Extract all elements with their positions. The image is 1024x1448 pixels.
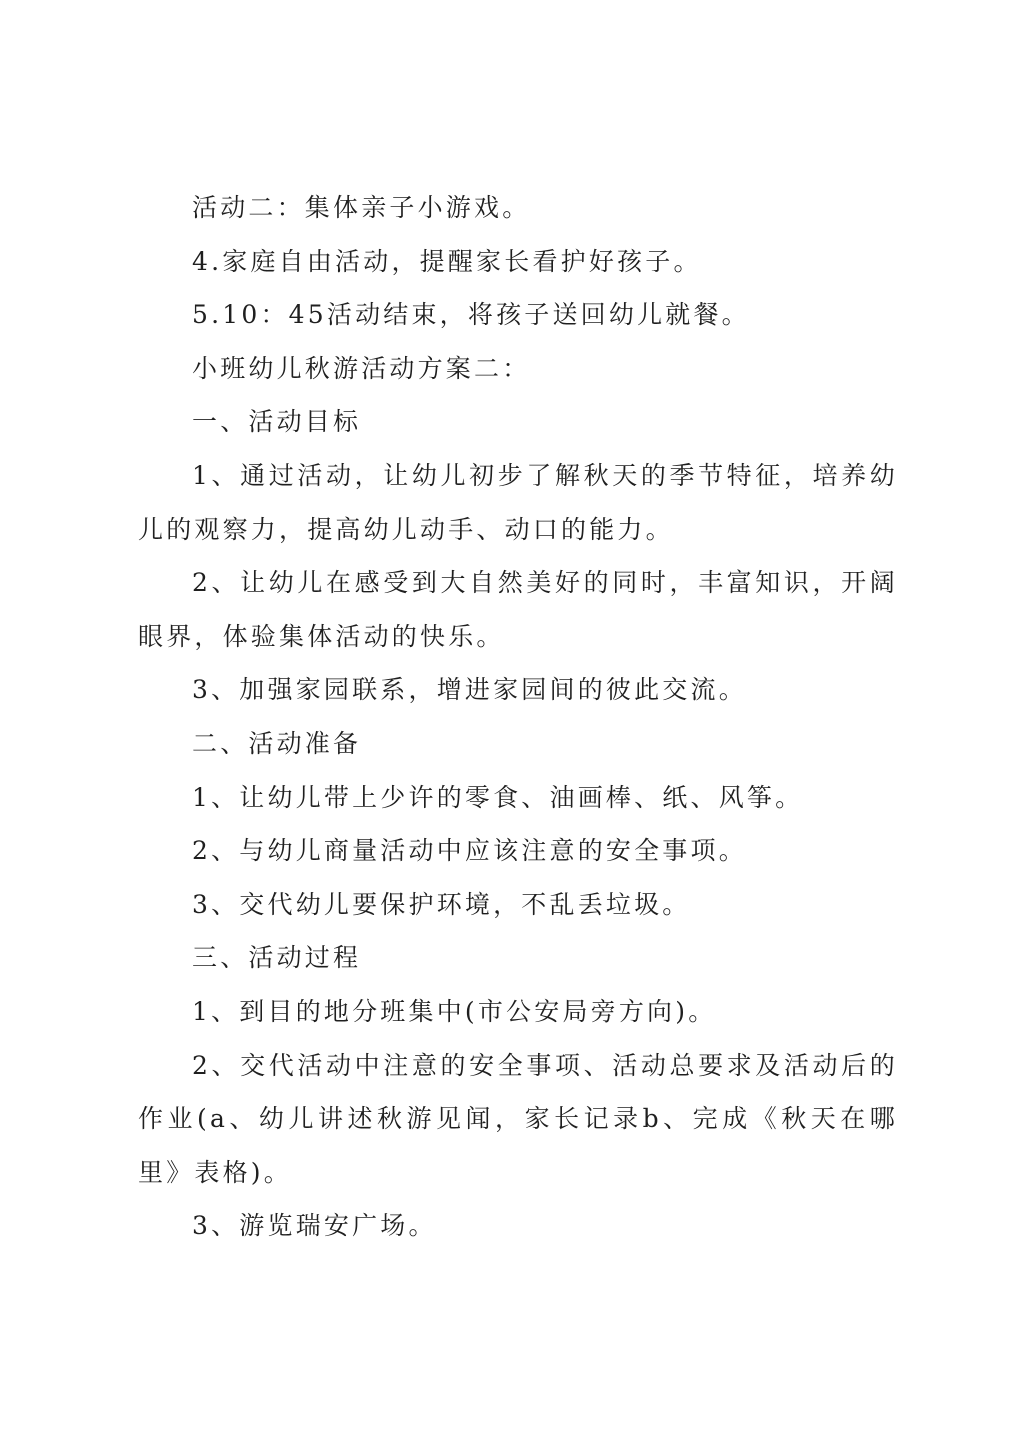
preparation-item-2: 2、与幼儿商量活动中应该注意的安全事项。 [192,836,747,866]
process-item-1: 1、到目的地分班集中(市公安局旁方向)。 [192,996,717,1026]
paragraph-activity-two: 活动二：集体亲子小游戏。 [192,193,531,222]
goal-item-2: 2、让幼儿在感受到大自然美好的同时，丰富知识，开阔眼界，体验集体活动的快乐。 [138,568,898,651]
process-item-3: 3、游览瑞安广场。 [192,1211,437,1241]
goal-item-3: 3、加强家园联系，增进家园间的彼此交流。 [192,675,747,705]
paragraph-step-5: 5.10：45活动结束，将孩子送回幼儿就餐。 [192,300,750,330]
heading-preparation: 二、活动准备 [192,728,362,758]
paragraph-step-4: 4.家庭自由活动，提醒家长看护好孩子。 [192,246,702,276]
preparation-item-1: 1、让幼儿带上少许的零食、油画棒、纸、风筝。 [192,782,804,812]
section-title-plan-two: 小班幼儿秋游活动方案二： [192,353,531,383]
document-body [138,181,898,1253]
preparation-item-3: 3、交代幼儿要保护环境，不乱丢垃圾。 [192,889,691,919]
heading-goals: 一、活动目标 [192,407,362,437]
heading-process: 三、活动过程 [192,943,362,973]
goal-item-1: 1、通过活动，让幼儿初步了解秋天的季节特征，培养幼儿的观察力，提高幼儿动手、动口的能力。 [138,460,898,544]
process-item-2: 2、交代活动中注意的安全事项、活动总要求及活动后的作业(a、幼儿讲述秋游见闻，家长记录b、完成《秋天在哪里》表格)。 [138,1050,898,1187]
